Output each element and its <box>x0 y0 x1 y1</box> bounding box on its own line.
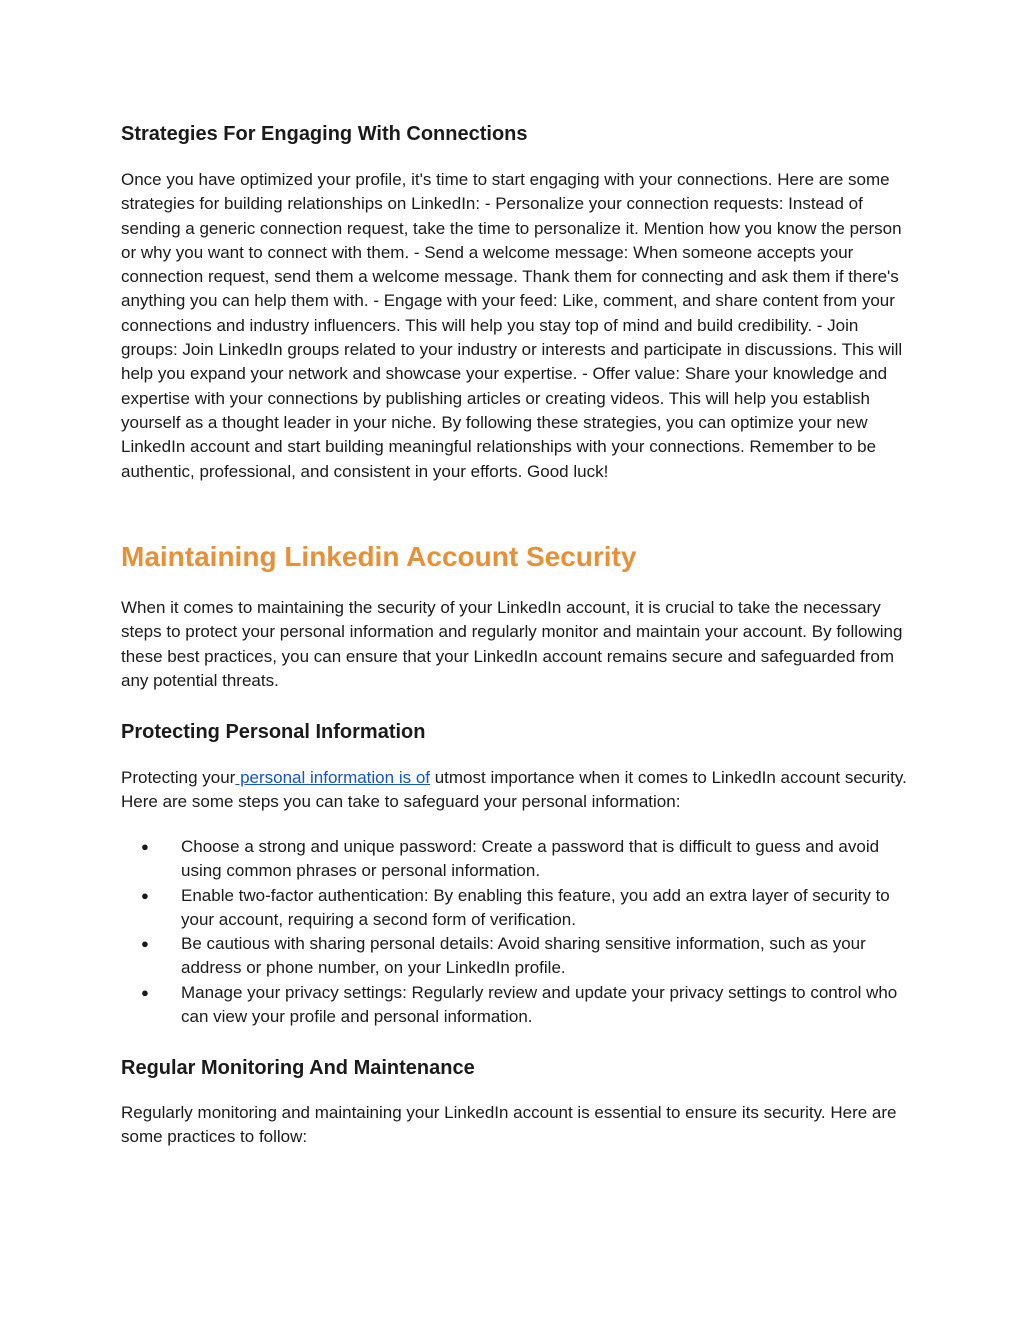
section-heading-protecting-info: Protecting Personal Information <box>121 721 426 743</box>
paragraph-text-before-link: Protecting your <box>121 768 236 787</box>
protection-steps-list <box>121 835 911 1029</box>
section-heading-account-security: Maintaining Linkedin Account Security <box>121 541 637 572</box>
paragraph-monitoring: Regularly monitoring and maintaining your LinkedIn account is essential to ensure its security. Here are some practices to follow: <box>121 1103 897 1147</box>
list-item-privacy-settings <box>121 981 911 1030</box>
section-heading-monitoring: Regular Monitoring And Maintenance <box>121 1057 475 1079</box>
paragraph-protecting-info <box>121 766 911 815</box>
personal-information-link[interactable]: personal information is of <box>235 768 430 787</box>
list-item-text: Be cautious with sharing personal details: Avoid sharing sensitive information, such as your address or phone number, on your LinkedIn profile. <box>181 934 866 978</box>
section-heading-strategies: Strategies For Engaging With Connections <box>121 123 528 145</box>
list-item-text: Manage your privacy settings: Regularly review and update your privacy settings to control who can view your profile and personal information. <box>181 982 898 1027</box>
paragraph-account-security: When it comes to maintaining the security of your LinkedIn account, it is crucial to take the necessary steps to protect your personal information and regularly monitor and maintain your account. By following these best practices, you can ensure that your LinkedIn account remains secure and safeguarded from any potential threats. <box>121 598 903 690</box>
list-item-password <box>121 835 911 884</box>
bullet-icon: ● <box>141 887 149 903</box>
list-item-text: Choose a strong and unique password: Create a password that is difficult to guess and avoid using common phrases or personal information. <box>181 837 880 881</box>
paragraph-text-after-link: utmost importance when it comes to LinkedIn account security. Here are some steps you can take to safeguard your personal information: <box>121 768 907 812</box>
bullet-icon: ● <box>141 839 149 854</box>
bullet-icon: ● <box>141 936 149 952</box>
paragraph-strategies: Once you have optimized your profile, it's time to start engaging with your connections. Here are some strategies for building relationships on LinkedIn: - Personalize your connection requests: Instead of sending a generic connection request, take the time to personalize it. Mention how you know the person or why you want to connect with them. - Send a welcome message: When someone accepts your connection request, send them a welcome message. Thank them for connecting and ask them if there's anything you can help them with. - Engage with your feed: Like, comment, and share content from your connections and industry influencers. This will help you stay top of mind and build credibility. - Join groups: Join LinkedIn groups related to your industry or interests and participate in discussions. This will help you expand your network and showcase your expertise. - Offer value: Share your knowledge and expertise with your connections by publishing articles or creating videos. This will help you establish yourself as a thought leader in your niche. By following these strategies, you can optimize your new LinkedIn account and start building meaningful relationships with your connections. Remember to be authentic, professional, and consistent in your efforts. Good luck! <box>121 170 903 481</box>
bullet-icon: ● <box>141 984 149 1000</box>
list-item-personal-details <box>121 932 911 981</box>
list-item-text: Enable two-factor authentication: By enabling this feature, you add an extra layer of security to your account, requiring a second form of verification. <box>181 885 890 929</box>
list-item-two-factor <box>121 884 911 933</box>
